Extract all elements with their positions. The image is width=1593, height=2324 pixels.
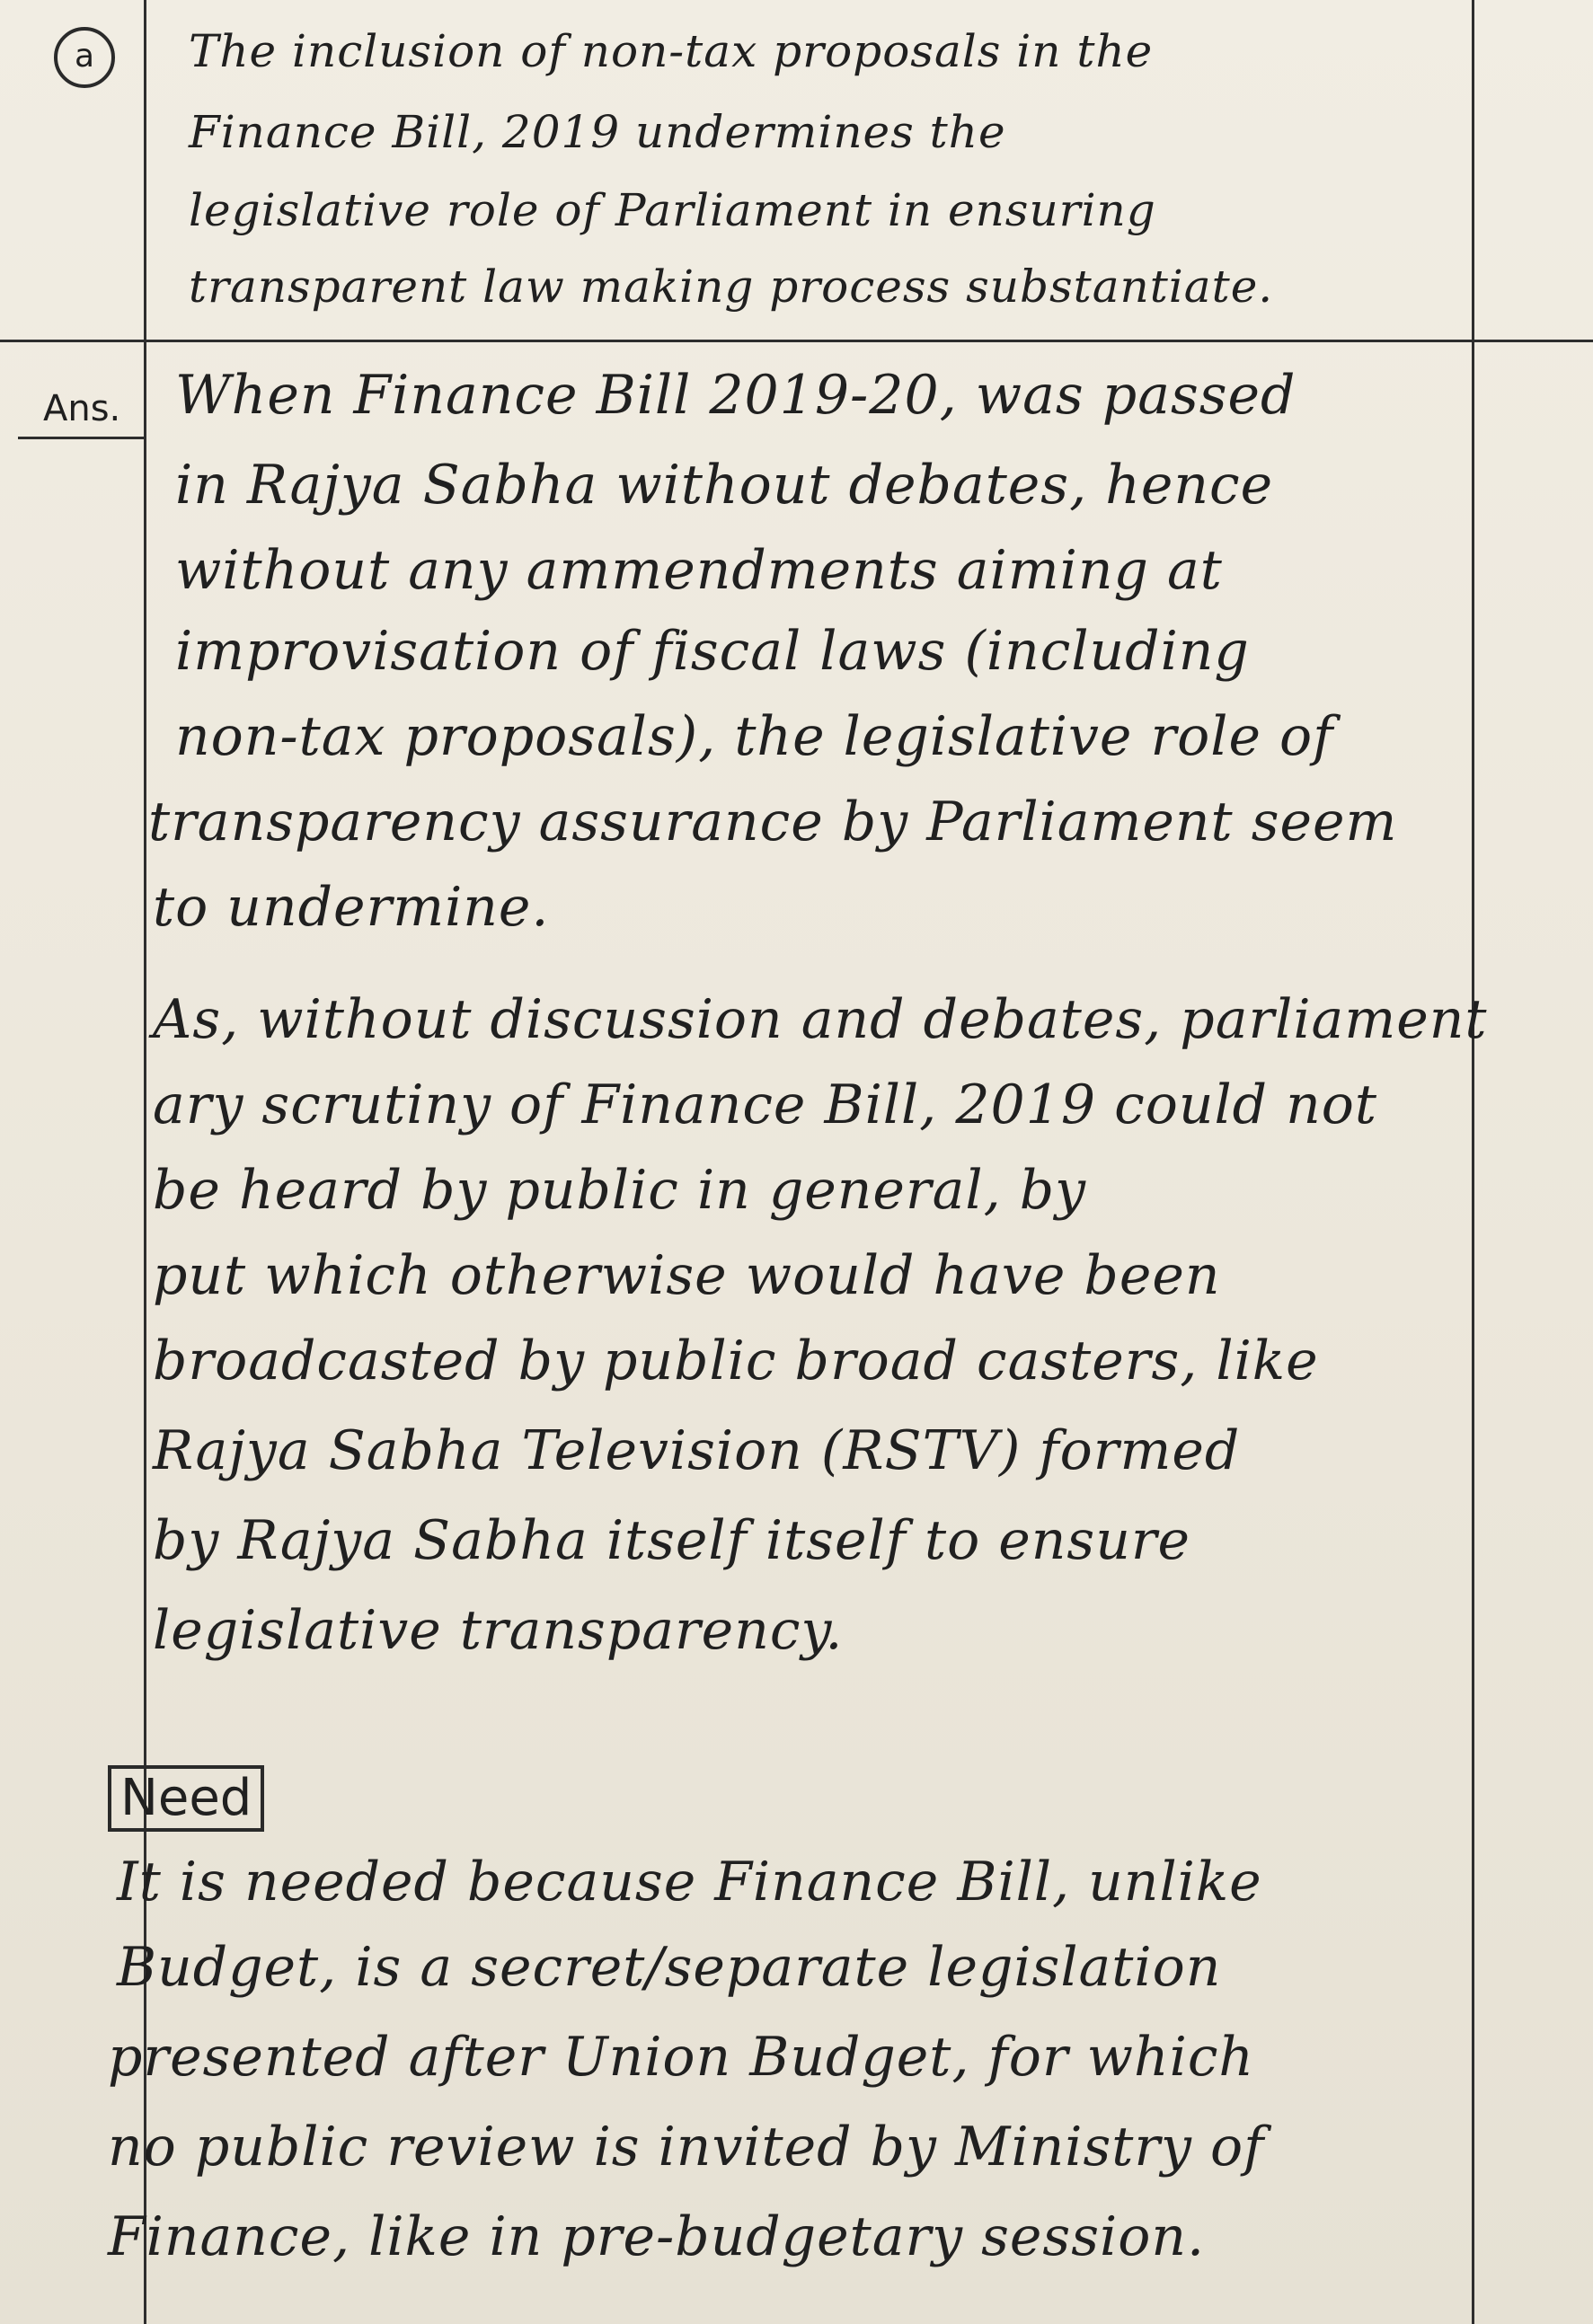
answer-line: put which otherwise would have been: [153, 1244, 1221, 1307]
answer-line: Finance, like in pre-budgetary session.: [108, 2205, 1206, 2268]
answer-line: be heard by public in general, by: [153, 1159, 1087, 1222]
question-marker: a: [54, 27, 115, 88]
answer-label-underline: [18, 437, 144, 439]
answer-line: by Rajya Sabha itself itself to ensure: [153, 1509, 1191, 1572]
answer-label: Ans.: [43, 388, 121, 429]
answer-line: non-tax proposals), the legislative role of: [175, 705, 1334, 768]
answer-line: no public review is invited by Ministry of: [108, 2116, 1265, 2178]
answer-line: legislative transparency.: [153, 1599, 844, 1662]
right-margin-line: [1472, 0, 1474, 2324]
answer-line: improvisation of fiscal laws (including: [175, 620, 1250, 683]
answer-line: to undermine.: [153, 876, 550, 939]
answer-line: broadcasted by public broad casters, like: [153, 1330, 1319, 1392]
answer-line: As, without discussion and debates, parliament: [153, 988, 1488, 1051]
answer-line: Rajya Sabha Television (RSTV) formed: [153, 1419, 1241, 1482]
answer-line: It is needed because Finance Bill, unlike: [117, 1851, 1262, 1913]
question-answer-divider: [0, 340, 1593, 342]
answer-line: Budget, is a secret/separate legislation: [117, 1936, 1222, 1999]
answer-line: presented after Union Budget, for which: [108, 2026, 1255, 2089]
question-line: Finance Bill, 2019 undermines the: [189, 106, 1006, 158]
need-heading: Need: [108, 1765, 264, 1832]
answer-line: transparency assurance by Parliament seem: [148, 791, 1398, 853]
question-line: legislative role of Parliament in ensuring: [189, 184, 1156, 236]
question-line: The inclusion of non-tax proposals in the: [189, 25, 1154, 77]
answer-line: When Finance Bill 2019-20, was passed: [175, 364, 1297, 427]
answer-line: without any ammendments aiming at: [175, 539, 1223, 602]
answer-line: in Rajya Sabha without debates, hence: [175, 454, 1274, 517]
answer-line: ary scrutiny of Finance Bill, 2019 could not: [153, 1074, 1378, 1136]
question-line: transparent law making process substantiate.: [189, 261, 1274, 313]
